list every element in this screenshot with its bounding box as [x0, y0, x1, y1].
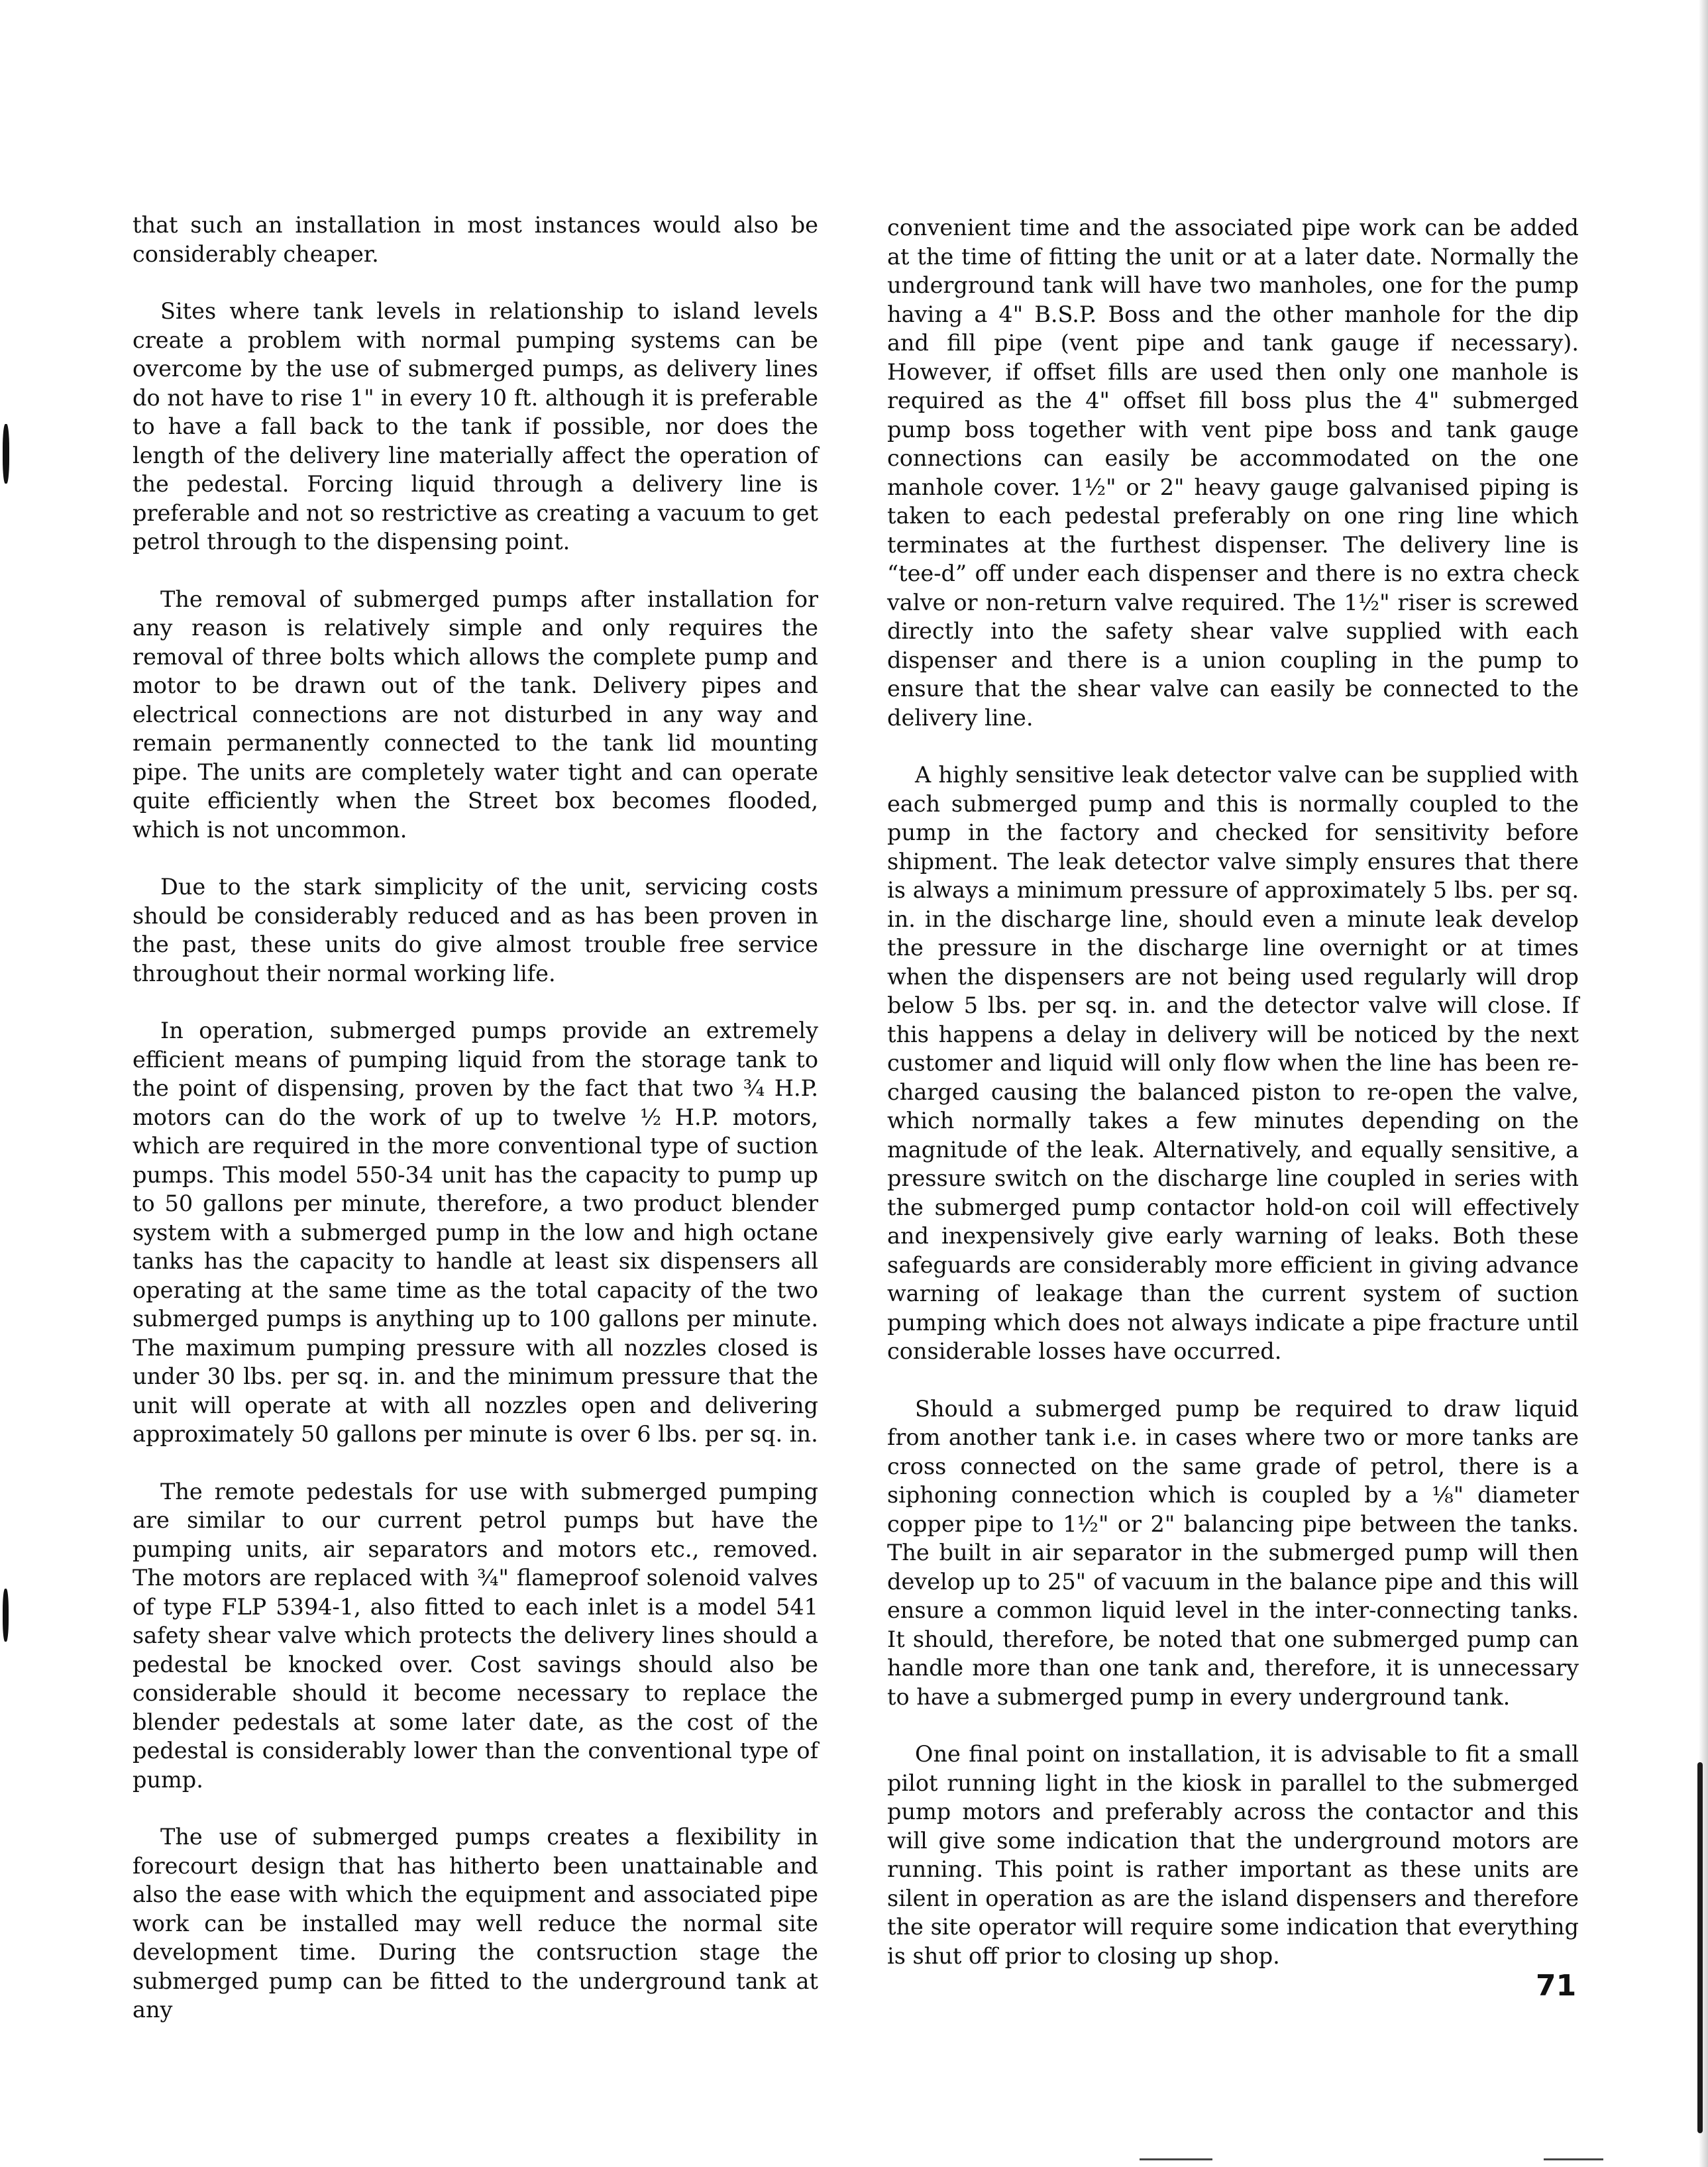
paragraph: Due to the stark simplicity of the unit, servicing costs should be considerably reduced and as has been proven in the past, these units do give almost trouble free service throughout their normal working life. — [133, 874, 818, 986]
paragraph: The use of submerged pumps creates a flexibility in forecourt design that has hitherto been unattainable and also the ease with which the equipment and associated pipe work can be installed may well reduce the normal site development time. During the contsruction stage the submerged pump can be fitted to the underground tank at any — [133, 1824, 818, 2023]
paragraph: In operation, submerged pumps provide an extremely efficient means of pumping liquid from the storage tank to the point of dispensing, proven by the fact that two ¾ H.P. motors can do the work of up to twelve ½ H.P. motors, which are required in the more conventional type of suction pumps. This model 550-34 unit has the capacity to pump up to 50 gallons per minute, therefore, a two product blender system with a submerged pump in the low and high octane tanks has the capacity to handle at least six dispensers all operating at the same time as the total capacity of the two submerged pumps is anything up to 100 gallons per minute. The maximum pumping pressure with all nozzles closed is under 30 lbs. per sq. in. and the minimum pressure that the unit will operate at with all nozzles open and delivering approximately 50 gallons per minute is over 6 lbs. per sq. in. — [133, 1018, 818, 1447]
bottom-rule — [1544, 2158, 1603, 2160]
left-text-column — [133, 211, 818, 2053]
paragraph: Sites where tank levels in relationship to island levels create a problem with normal pumping systems can be overcome by the use of submerged pumps, as delivery lines do not have to rise 1" in every 10 ft. although it is preferable to have a fall back to the tank if possible, nor does the length of the delivery line materially affect the operation of the pedestal. Forcing liquid through a delivery line is preferable and not so restrictive as creating a vacuum to get petrol through to the dispensing point. — [133, 298, 818, 555]
paragraph: The remote pedestals for use with submerged pumping are similar to our current petrol pumps but have the pumping units, air separators and motors etc., removed. The motors are replaced with ¾" flameproof solenoid valves of type FLP 5394-1, also fitted to each inlet is a model 541 safety shear valve which protects the delivery lines should a pedestal be knocked over. Cost savings should also be considerable should it become necessary to replace the blender pedestals at some later date, as the cost of the pedestal is considerably lower than the conventional type of pump. — [133, 1478, 818, 1793]
paragraph: that such an installation in most instances would also be considerably cheaper. — [133, 212, 818, 267]
paragraph: One final point on installation, it is advisable to fit a small pilot running light in the kiosk in parallel to the submerged pump motors and preferably across the contactor and this will give some indication that the underground motors are running. This point is rather important as these units are silent in operation as are the island dispensers and therefore the site operator will require some indication that everything is shut off prior to closing up shop. — [887, 1741, 1579, 1969]
scan-artifact-mark — [3, 424, 9, 484]
bottom-rule — [1140, 2158, 1212, 2160]
scan-artifact-mark — [3, 1589, 9, 1642]
paragraph: Should a submerged pump be required to draw liquid from another tank i.e. in cases where two or more tanks are cross connected on the same grade of petrol, there is a siphoning connection which is coupled by a ⅛" diameter copper pipe to 1½" or 2" balancing pipe between the tanks. The built in air separator in the submerged pump will then develop up to 25" of vacuum in the balance pipe and this will ensure a common liquid level in the inter-connecting tanks. It should, therefore, be noted that one submerged pump can handle more than one tank and, therefore, it is unnecessary to have a submerged pump in every underground tank. — [887, 1395, 1579, 1710]
scan-artifact-mark — [1697, 1762, 1703, 2133]
right-text-column — [887, 213, 1579, 1999]
paragraph: A highly sensitive leak detector valve can be supplied with each submerged pump and this is normally coupled to the pump in the factory and checked for sensitivity before shipment. The leak detector valve simply ensures that there is always a minimum pressure of approximately 5 lbs. per sq. in. in the discharge line, should even a minute leak develop the pressure in the discharge line overnight or at times when the dispensers are not being used regularly will drop below 5 lbs. per sq. in. and the detector valve will close. If this happens a delay in delivery will be noticed by the next customer and liquid will only flow when the line has been re-charged causing the balanced piston to re-open the valve, which normally takes a few minutes depending on the magnitude of the leak. Alternatively, and equally sensitive, a pressure switch on the discharge line coupled in series with the submerged pump contactor hold-on coil will effectively and inexpensively give early warning of leaks. Both these safeguards are considerably more efficient in giving advance warning of leakage than the current system of suction pumping which does not always indicate a pipe fracture until considerable losses have occurred. — [887, 762, 1579, 1364]
paragraph: convenient time and the associated pipe work can be added at the time of fitting the unit or at a later date. Normally the underground tank will have two manholes, one for the pump having a 4" B.S.P. Boss and the other manhole for the dip and fill pipe (vent pipe and tank gauge if necessary). However, if offset fills are used then only one manhole is required as the 4" offset fill boss plus the 4" submerged pump boss together with vent pipe boss and tank gauge connections can easily be accommodated on the one manhole cover. 1½" or 2" heavy gauge galvanised piping is taken to each pedestal preferably on one ring line which terminates at the furthest dispenser. The delivery line is “tee-d” off under each dispenser and there is no extra check valve or non-return valve required. The 1½" riser is screwed directly into the safety shear valve supplied with each dispenser and there is a union coupling in the pump to ensure that the shear valve can easily be connected to the delivery line. — [887, 215, 1579, 731]
paragraph: The removal of submerged pumps after installation for any reason is relatively simple and only requires the removal of three bolts which allows the complete pump and motor to be drawn out of the tank. Delivery pipes and electrical connections are not disturbed in any way and remain permanently connected to the tank lid mounting pipe. The units are completely water tight and can operate quite efficiently when the Street box becomes flooded, which is not uncommon. — [133, 586, 818, 843]
page-number: 71 — [1536, 1969, 1577, 2003]
